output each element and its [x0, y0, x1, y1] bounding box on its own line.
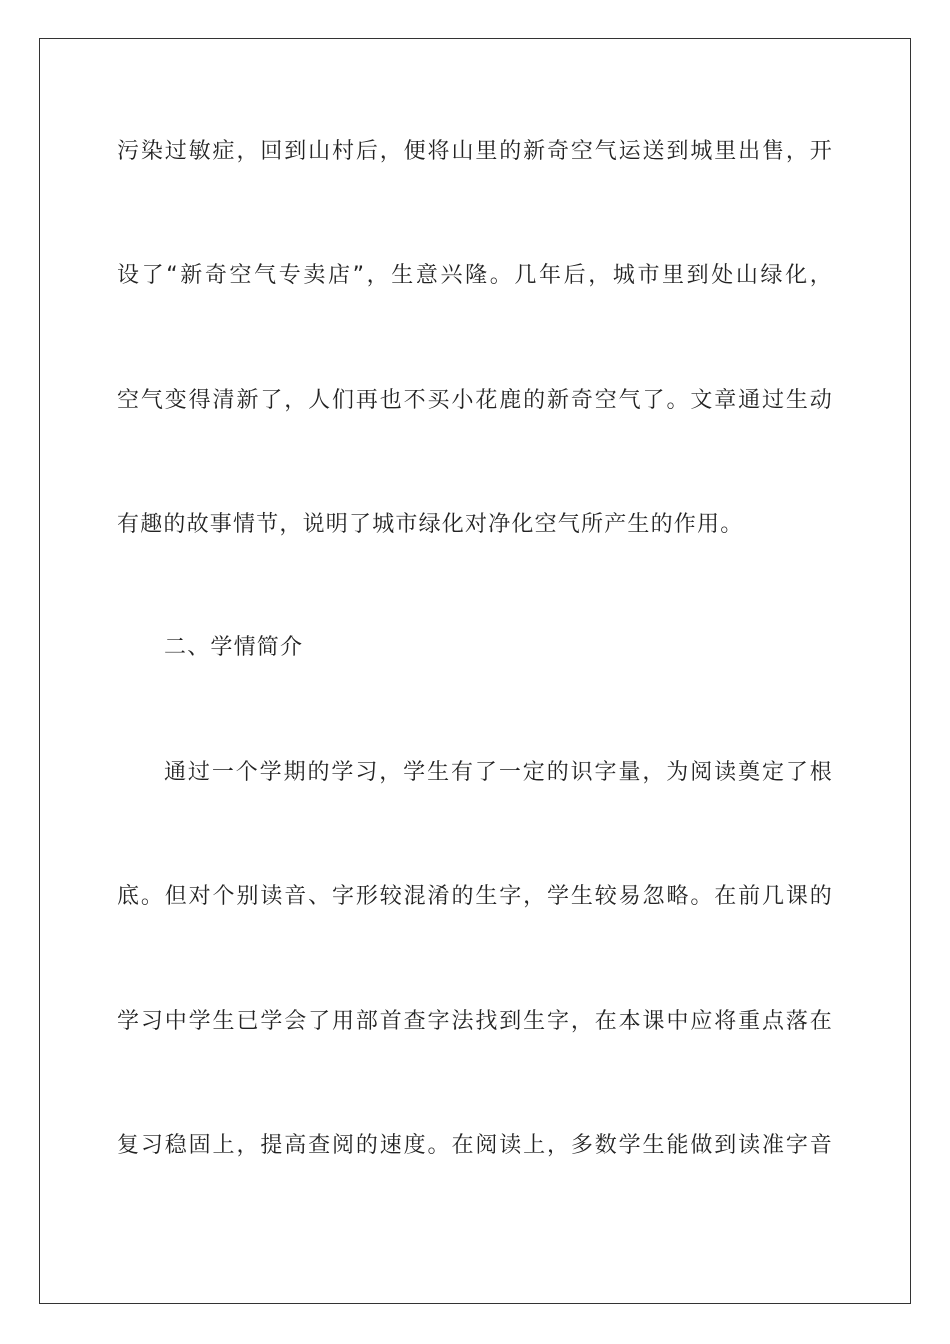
page-border — [39, 38, 911, 1304]
paragraph-2-line-1: 通过一个学期的学习，学生有了一定的识字量，为阅读奠定了根 — [164, 760, 833, 785]
paragraph-2-line-4: 复习稳固上，提高查阅的速度。在阅读上，多数学生能做到读准字音 — [117, 1133, 833, 1158]
paragraph-2-line-3: 学习中学生已学会了用部首查字法找到生字，在本课中应将重点落在 — [117, 1009, 833, 1034]
paragraph-1-line-2: 设了“新奇空气专卖店”，生意兴隆。几年后，城市里到处山绿化， — [117, 263, 833, 288]
paragraph-2-line-2: 底。但对个别读音、字形较混淆的生字，学生较易忽略。在前几课的 — [117, 884, 833, 909]
paragraph-1-line-1: 污染过敏症，回到山村后，便将山里的新奇空气运送到城里出售，开 — [117, 139, 833, 164]
section-heading: 二、学情简介 — [164, 635, 304, 660]
paragraph-1-line-4: 有趣的故事情节，说明了城市绿化对净化空气所产生的作用。 — [117, 512, 744, 537]
paragraph-1-line-3: 空气变得清新了，人们再也不买小花鹿的新奇空气了。文章通过生动 — [117, 388, 833, 413]
